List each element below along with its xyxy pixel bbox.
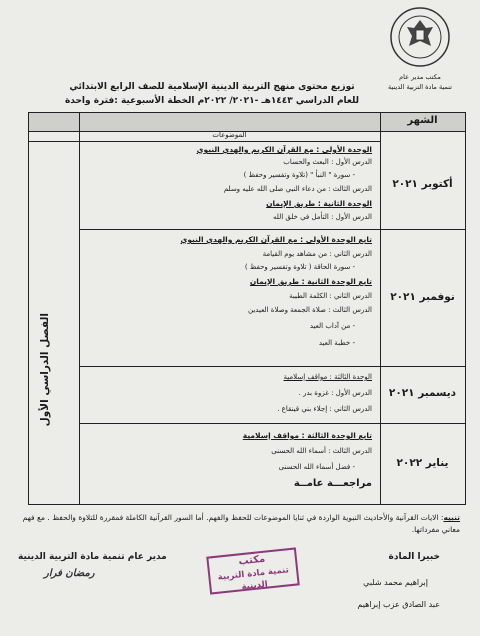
nov-lesson: الدرس الثالث : صلاة الجمعة وصلاة العيدين — [248, 306, 372, 314]
general-review: مراجعـــة عامــة — [293, 478, 372, 489]
term-label: الفصل الدراسي الأول — [39, 313, 51, 427]
nov-unit-title: تابع الوحدة الثانية : طريق الإيمان — [249, 277, 372, 286]
oct-unit-title: الوحدة الأولى : مع القرآن الكريم والهدي النبوي — [196, 145, 372, 154]
office-stamp — [206, 547, 299, 594]
experts-label: خبيرا المادة — [388, 552, 440, 562]
month-december: ديسمبر ٢٠٢١ — [388, 387, 457, 399]
month-column-header: الشهر — [407, 115, 438, 126]
curriculum-table — [28, 112, 466, 505]
nov-unit-title: تابع الوحدة الأولى : مع القرآن الكريم والهدي النبوي — [180, 235, 372, 244]
jan-lesson: - فضل أسماء الله الحسنى — [278, 463, 355, 471]
oct-unit-title: الوحدة الثانية : طريق الإيمان — [266, 199, 372, 208]
month-october: أكتوبر ٢٠٢١ — [392, 178, 453, 190]
ministry-emblem-icon — [389, 6, 451, 68]
dec-unit-title: الوحدة الثالثة : مواقف إسلامية — [283, 373, 372, 381]
director-signature: رمضان فرار — [44, 568, 95, 579]
nov-lesson: - من آداب العيد — [309, 322, 355, 330]
month-november: نوفمبر ٢٠٢١ — [390, 291, 455, 303]
row-divider — [79, 366, 465, 367]
stamp-line-2: تنمية مادة التربية الدينية — [217, 565, 290, 593]
doc-subtitle: للعام الدراسي ١٤٤٣هـ -٢٠٢١/ ٢٠٢٢م الخطة الأسبوعية :فترة واحدة — [64, 96, 360, 106]
topics-column-header: الموضوعات — [212, 131, 247, 139]
org-line-1: مكتب مدير عام — [399, 73, 441, 81]
dec-lesson: الدرس الثاني : إجلاء بني قينقاع . — [277, 405, 372, 413]
nov-lesson: الدرس الثاني : الكلمة الطيبة — [289, 292, 372, 300]
note-label: تنبيه — [443, 513, 460, 522]
ministry-header — [374, 6, 466, 92]
oct-lesson: الدرس الأول : البعث والحساب — [283, 158, 372, 166]
nov-lesson: - سورة الحاقة ( تلاوة وتفسير وحفظ ) — [244, 263, 355, 271]
row-divider — [79, 229, 465, 230]
jan-unit-title: تابع الوحدة الثالثة : مواقف إسلامية — [242, 431, 372, 440]
dec-lesson: الدرس الأول : غزوة بدر . — [298, 389, 372, 397]
jan-lesson: الدرس الثالث : أسماء الله الحسنى — [271, 447, 372, 455]
expert-name-2: عبد الصادق عزب إبراهيم — [357, 600, 440, 609]
oct-lesson: الدرس الثالث : من دعاء النبي صلى الله عليه وسلم — [223, 185, 372, 193]
month-column — [380, 113, 465, 504]
stamp-line-1: مكتب — [238, 553, 266, 568]
oct-lesson: الدرس الأول : التأمل في خلق الله — [273, 213, 372, 221]
note-text: : الايات القرآنية والأحاديث النبوية الواردة في ثنايا الموضوعات للحفظ والفهم. أما السور القرآنية الكاملة فمقررة للتلاوة والحفظ . مع فهم معاني مفرداتها. — [22, 513, 460, 534]
director-label: مدير عام تنمية مادة التربية الدينية — [18, 552, 167, 562]
oct-lesson: - سورة " النبأ " (تلاوة وتفسير وحفظ ) — [243, 171, 355, 179]
nov-lesson: - خطبة العيد — [318, 339, 355, 347]
footer-note — [20, 512, 460, 536]
doc-title: توزيع محتوى منهج التربية الدينية الإسلامية للصف الرابع الابتدائي — [69, 82, 355, 92]
nov-lesson: الدرس الثاني : من مشاهد يوم القيامة — [262, 250, 372, 258]
expert-name-1: إبراهيم محمد شلبي — [363, 578, 428, 587]
org-line-2: تنمية مادة التربية الدينية — [388, 83, 452, 91]
row-divider — [79, 423, 465, 424]
term-column — [29, 113, 79, 504]
month-january: يناير ٢٠٢٢ — [396, 457, 449, 469]
